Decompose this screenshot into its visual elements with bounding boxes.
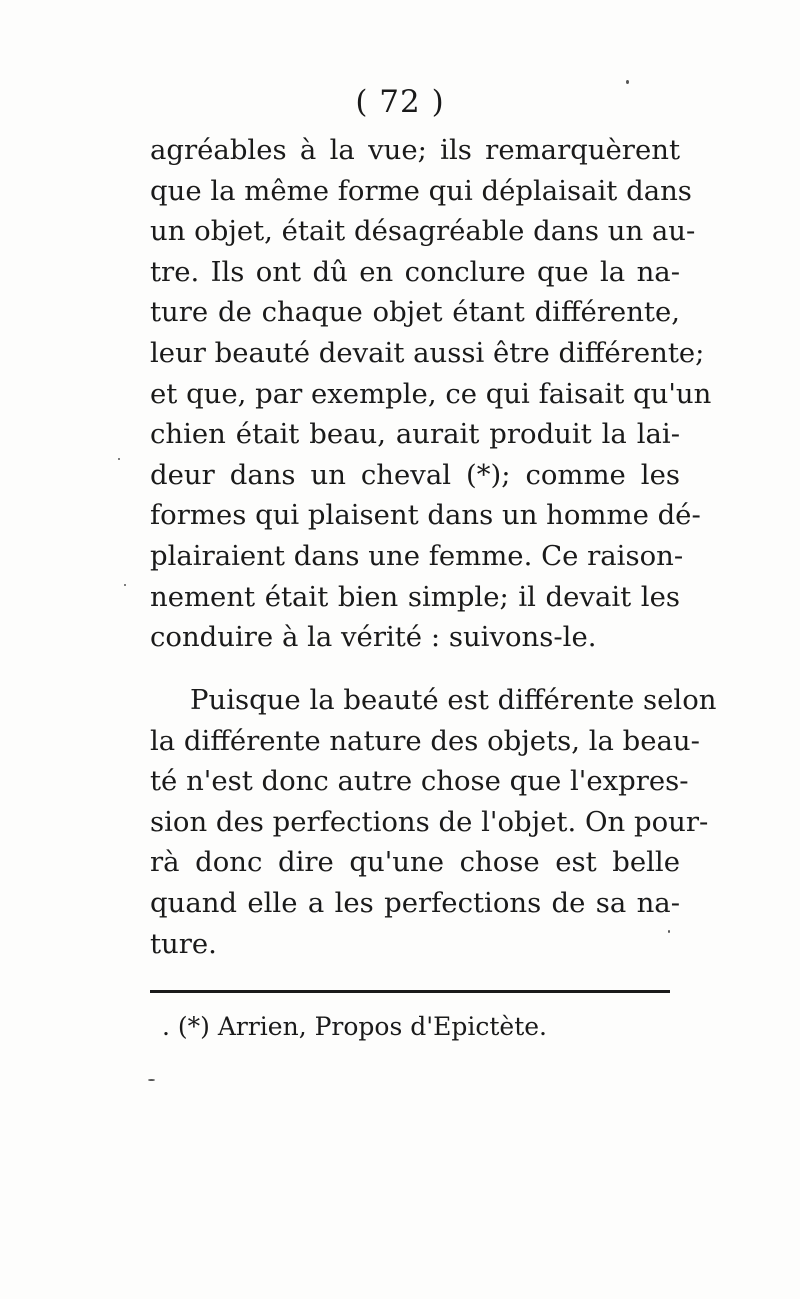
text-line: ture. xyxy=(150,927,217,960)
text-line: quand elle a les perfections de sa na- xyxy=(150,886,680,919)
text-line: tre. Ils ont dû en conclure que la na- xyxy=(150,255,680,288)
text-line: agréables à la vue; ils remarquèrent xyxy=(150,134,680,166)
text-line: ture de chaque objet étant différente, xyxy=(150,296,680,329)
print-speck xyxy=(148,1079,155,1081)
page-number: ( 72 ) xyxy=(355,84,445,120)
paragraph-1 xyxy=(150,130,712,658)
text-line: conduire à la vérité : suivons-le. xyxy=(150,621,597,654)
text-line: nement était bien simple; il devait les xyxy=(150,580,680,613)
text-line: deur dans un cheval (*); comme les xyxy=(150,458,680,491)
text-line: que la même forme qui déplaisait dans xyxy=(150,174,692,207)
print-speck xyxy=(124,584,126,586)
footnote-divider xyxy=(150,990,670,993)
print-speck xyxy=(668,930,670,933)
paragraph-2 xyxy=(150,680,717,964)
text-line: formes qui plaisent dans un homme dé- xyxy=(150,499,701,532)
text-line: la différente nature des objets, la beau- xyxy=(150,724,700,757)
text-line: chien était beau, aurait produit la lai- xyxy=(150,418,680,451)
text-line: sion des perfections de l'objet. On pour- xyxy=(150,805,709,838)
print-speck xyxy=(626,80,629,84)
text-line: plairaient dans une femme. Ce raison- xyxy=(150,539,684,572)
text-line: et que, par exemple, ce qui faisait qu'un xyxy=(150,377,712,410)
text-line: un objet, était désagréable dans un au- xyxy=(150,215,696,248)
text-line: rà donc dire qu'une chose est belle xyxy=(150,846,680,879)
text-line: leur beauté devait aussi être différente; xyxy=(150,336,705,369)
text-line: té n'est donc autre chose que l'expres- xyxy=(150,765,689,798)
footnote: . (*) Arrien, Propos d'Epictète. xyxy=(162,1012,547,1041)
print-speck xyxy=(118,458,120,460)
text-line: Puisque la beauté est différente selon xyxy=(190,684,717,716)
